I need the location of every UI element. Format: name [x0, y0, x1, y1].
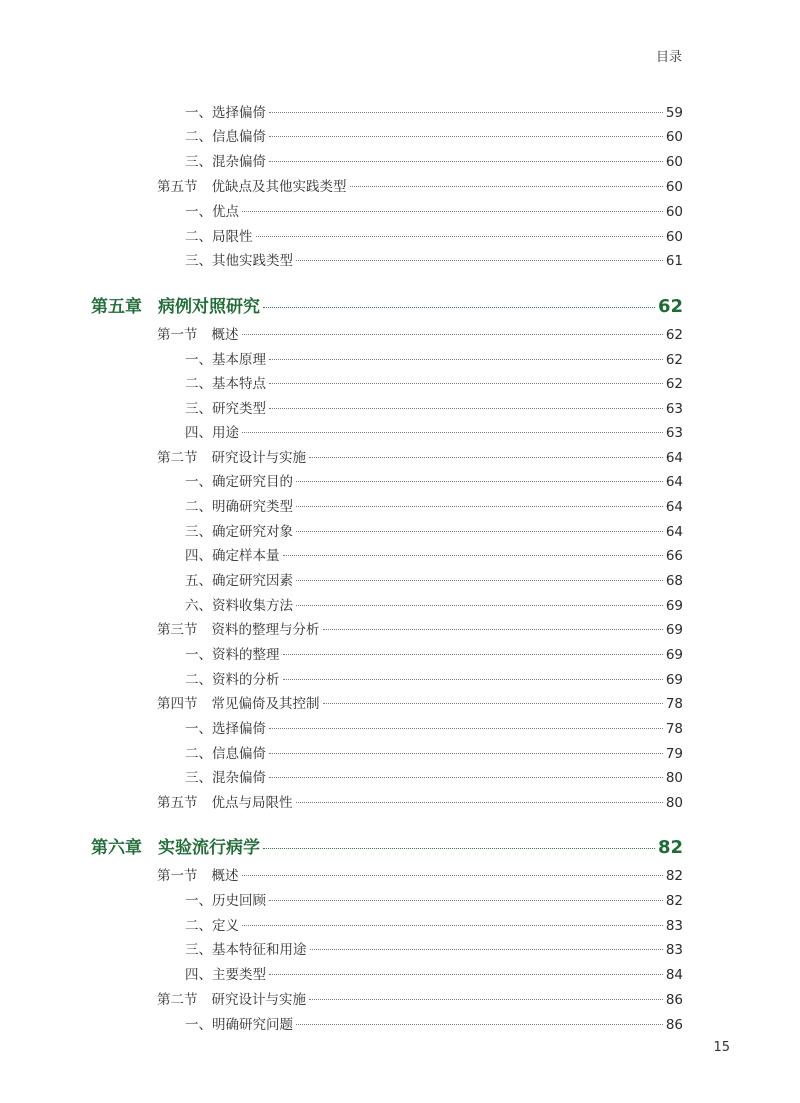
toc-entry-page: 63 [665, 425, 683, 441]
toc-section[interactable] [157, 446, 683, 466]
dot-leader [283, 555, 663, 556]
toc-entry-title: 一、资料的整理 [185, 647, 280, 663]
dot-leader [269, 753, 663, 754]
toc-item[interactable] [185, 569, 683, 589]
toc-entry-page: 69 [665, 672, 683, 688]
toc-item[interactable] [185, 643, 683, 663]
toc-item[interactable] [185, 938, 683, 958]
toc-entry-title: 一、基本原理 [185, 352, 266, 368]
toc-entry-label [157, 175, 347, 195]
dot-leader [309, 457, 663, 458]
toc-entry-page: 66 [665, 548, 683, 564]
toc-entry-title: 研究设计与实施 [211, 992, 306, 1008]
dot-leader [263, 848, 655, 849]
toc-entry-page: 86 [665, 1017, 683, 1033]
dot-leader [269, 383, 663, 384]
toc-entry-title: 二、局限性 [185, 229, 253, 245]
toc-entry-title: 四、确定样本量 [185, 548, 280, 564]
dot-leader [242, 432, 663, 433]
toc-entry-page: 64 [665, 499, 683, 515]
toc-entry-title: 一、明确研究问题 [185, 1017, 293, 1033]
dot-leader [263, 307, 655, 308]
dot-leader [242, 875, 663, 876]
toc-entry-number: 第五节 [157, 179, 198, 195]
toc-entry-number: 第四节 [157, 696, 198, 712]
toc-item[interactable] [185, 717, 683, 737]
toc-section[interactable] [157, 323, 683, 343]
toc-entry-page: 78 [665, 696, 683, 712]
toc-entry-label [91, 833, 260, 858]
toc-entry-label [157, 446, 306, 466]
toc-entry-title: 一、选择偏倚 [185, 721, 266, 737]
toc-section[interactable] [157, 692, 683, 712]
toc-entry-page: 83 [665, 918, 683, 934]
toc-entry-page: 60 [665, 179, 683, 195]
toc-entry-label [185, 643, 280, 663]
toc-entry-label [185, 914, 239, 934]
dot-leader [296, 531, 663, 532]
toc-entry-title: 五、确定研究因素 [185, 573, 293, 589]
toc-entry-number: 第五章 [91, 297, 142, 317]
toc-item[interactable] [185, 914, 683, 934]
toc-item[interactable] [185, 963, 683, 983]
toc-item[interactable] [185, 348, 683, 368]
toc-entry-label [185, 963, 266, 983]
toc-entry-label [185, 125, 266, 145]
toc-entry-page: 86 [665, 992, 683, 1008]
running-header: 目录 [655, 50, 682, 65]
toc-item[interactable] [185, 594, 683, 614]
toc-entry-title: 三、其他实践类型 [185, 253, 293, 269]
toc-entry-title: 三、基本特征和用途 [185, 942, 307, 958]
toc-entry-number: 第一节 [157, 327, 198, 343]
toc-section[interactable] [157, 864, 683, 884]
toc-entry-title: 二、定义 [185, 918, 239, 934]
dot-leader [323, 629, 663, 630]
toc-item[interactable] [185, 397, 683, 417]
toc-item[interactable] [185, 249, 683, 269]
toc-entry-title: 常见偏倚及其控制 [211, 696, 320, 712]
toc-item[interactable] [185, 742, 683, 762]
toc-entry-page: 62 [665, 376, 683, 392]
toc-entry-page: 62 [665, 327, 683, 343]
toc-entry-label [185, 200, 239, 220]
toc-entry-page: 84 [665, 967, 683, 983]
toc-entry-title: 概述 [211, 868, 239, 884]
dot-leader [269, 359, 663, 360]
toc-entry-page: 62 [665, 352, 683, 368]
toc-entry-page: 68 [665, 573, 683, 589]
toc-entry-label [185, 1013, 293, 1033]
toc-entry-page: 80 [665, 770, 683, 786]
toc-entry-title: 研究设计与实施 [211, 450, 306, 466]
toc-item[interactable] [185, 200, 683, 220]
toc-entry-page: 78 [665, 721, 683, 737]
toc-entry-label [185, 742, 266, 762]
dot-leader [269, 161, 663, 162]
toc-item[interactable] [185, 150, 683, 170]
toc-entry-label [185, 544, 280, 564]
toc-item[interactable] [185, 125, 683, 145]
dot-leader [269, 900, 663, 901]
toc-entry-title: 三、确定研究对象 [185, 524, 293, 540]
dot-leader [283, 654, 663, 655]
toc-section[interactable] [157, 791, 683, 811]
toc-section[interactable] [157, 618, 683, 638]
toc-chapter[interactable] [91, 292, 683, 317]
toc-entry-title: 一、选择偏倚 [185, 105, 266, 121]
toc-entry-page: 64 [665, 450, 683, 466]
toc-entry-label [185, 101, 266, 121]
toc-entry-title: 三、混杂偏倚 [185, 770, 266, 786]
toc-entry-label [157, 791, 293, 811]
toc-item[interactable] [185, 889, 683, 909]
toc-entry-page: 63 [665, 401, 683, 417]
toc-chapter[interactable] [91, 833, 683, 858]
toc-entry-page: 60 [665, 229, 683, 245]
toc-entry-label [185, 766, 266, 786]
toc-entry-title: 优缺点及其他实践类型 [211, 179, 347, 195]
toc-entry-title: 二、明确研究类型 [185, 499, 293, 515]
toc-entry-page: 62 [657, 296, 683, 317]
toc-item[interactable] [185, 421, 683, 441]
page-number: 15 [713, 1040, 730, 1055]
toc-entry-page: 82 [665, 893, 683, 909]
dot-leader [269, 112, 663, 113]
toc-entry-label [185, 938, 307, 958]
toc-entry-number: 第二节 [157, 450, 198, 466]
toc-entry-number: 第六章 [91, 838, 142, 858]
toc-entry-title: 二、信息偏倚 [185, 746, 266, 762]
toc-entry-label [185, 348, 266, 368]
toc-entry-title: 六、资料收集方法 [185, 598, 293, 614]
dot-leader [296, 1024, 663, 1025]
dot-leader [283, 679, 663, 680]
toc-entry-label [185, 495, 293, 515]
toc-entry-label [185, 594, 293, 614]
dot-leader [309, 999, 663, 1000]
toc-entry-label [185, 717, 266, 737]
toc-item[interactable] [185, 766, 683, 786]
toc-entry-label [185, 668, 280, 688]
toc-entry-page: 64 [665, 474, 683, 490]
toc-entry-title: 资料的整理与分析 [211, 622, 320, 638]
toc-entry-page: 61 [665, 253, 683, 269]
toc-item[interactable] [185, 1013, 683, 1033]
dot-leader [296, 605, 663, 606]
toc-entry-label [185, 372, 266, 392]
dot-leader [269, 136, 663, 137]
toc-entry-page: 79 [665, 746, 683, 762]
toc-entry-title: 四、用途 [185, 425, 239, 441]
toc-entry-page: 82 [657, 837, 683, 858]
toc-entry-title: 二、信息偏倚 [185, 129, 266, 145]
toc-entry-label [185, 421, 239, 441]
toc-entry-title: 二、资料的分析 [185, 672, 280, 688]
toc-entry-label [185, 569, 293, 589]
toc-entry-page: 82 [665, 868, 683, 884]
dot-leader [256, 236, 663, 237]
toc-item[interactable] [185, 372, 683, 392]
toc-entry-title: 二、基本特点 [185, 376, 266, 392]
toc-entry-page: 83 [665, 942, 683, 958]
toc-entry-title: 优点与局限性 [211, 795, 293, 811]
toc-entry-label [157, 864, 239, 884]
dot-leader [269, 974, 663, 975]
toc-entry-label [185, 889, 266, 909]
toc-entry-title: 四、主要类型 [185, 967, 266, 983]
toc-item[interactable] [185, 470, 683, 490]
toc-entry-title: 三、混杂偏倚 [185, 154, 266, 170]
toc-entry-page: 64 [665, 524, 683, 540]
toc-entry-number: 第五节 [157, 795, 198, 811]
toc-entry-title: 实验流行病学 [158, 838, 260, 858]
toc-entry-page: 60 [665, 129, 683, 145]
dot-leader [350, 186, 663, 187]
dot-leader [242, 211, 663, 212]
toc-item[interactable] [185, 668, 683, 688]
dot-leader [296, 260, 663, 261]
toc-entry-title: 病例对照研究 [158, 297, 260, 317]
toc-entry-label [185, 520, 293, 540]
dot-leader [269, 728, 663, 729]
toc-entry-number: 第二节 [157, 992, 198, 1008]
toc-entry-label [91, 292, 260, 317]
toc-section[interactable] [157, 988, 683, 1008]
toc-entry-page: 60 [665, 154, 683, 170]
toc-entry-label [185, 150, 266, 170]
toc-entry-title: 三、研究类型 [185, 401, 266, 417]
toc-entry-label [157, 692, 320, 712]
toc-entry-page: 69 [665, 647, 683, 663]
toc-entry-page: 69 [665, 622, 683, 638]
toc-entry-number: 第一节 [157, 868, 198, 884]
dot-leader [296, 481, 663, 482]
toc-entry-title: 一、确定研究目的 [185, 474, 293, 490]
dot-leader [242, 334, 663, 335]
toc-entry-title: 一、优点 [185, 204, 239, 220]
dot-leader [296, 506, 663, 507]
toc-entry-page: 60 [665, 204, 683, 220]
dot-leader [323, 703, 663, 704]
toc-item[interactable] [185, 101, 683, 121]
dot-leader [296, 802, 663, 803]
toc-entry-title: 概述 [211, 327, 239, 343]
toc-entry-label [157, 618, 320, 638]
toc-entry-page: 80 [665, 795, 683, 811]
toc-entry-page: 59 [665, 105, 683, 121]
dot-leader [269, 777, 663, 778]
toc-entry-label [185, 225, 253, 245]
toc-section[interactable] [157, 175, 683, 195]
toc-item[interactable] [185, 225, 683, 245]
toc-entry-title: 一、历史回顾 [185, 893, 266, 909]
dot-leader [269, 408, 663, 409]
toc-entry-page: 69 [665, 598, 683, 614]
toc-entry-label [185, 249, 293, 269]
toc-item[interactable] [185, 520, 683, 540]
toc-entry-label [185, 397, 266, 417]
dot-leader [242, 925, 663, 926]
dot-leader [310, 949, 663, 950]
dot-leader [296, 580, 663, 581]
toc-entry-label [157, 323, 239, 343]
toc-entry-label [185, 470, 293, 490]
toc-item[interactable] [185, 544, 683, 564]
toc-entry-label [157, 988, 306, 1008]
toc-entry-number: 第三节 [157, 622, 198, 638]
toc-item[interactable] [185, 495, 683, 515]
